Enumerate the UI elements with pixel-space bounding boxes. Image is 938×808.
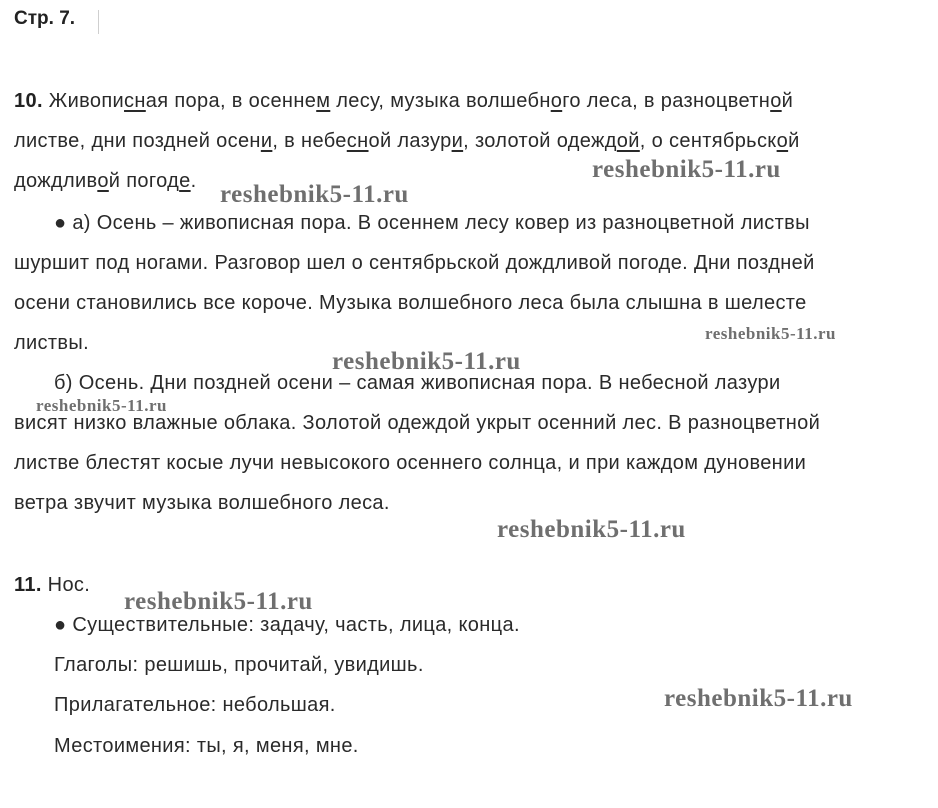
task11-number: 11. [14, 574, 42, 596]
task11-line: ● Существительные: задачу, часть, лица, конца. [54, 614, 520, 636]
underlined-orthogram: сн [346, 130, 369, 152]
text-fragment: листве, дни поз [14, 130, 164, 152]
variant-a-line: листвы. [14, 332, 90, 354]
variant-b-line: листве блестят косые лучи невысокого осеннего солнца, и при каждом дуновении [14, 452, 807, 474]
text-fragment: ой лазур [368, 130, 452, 152]
text-fragment: й [788, 130, 800, 152]
task10-number: 10. [14, 90, 43, 112]
task10-line1 [14, 88, 793, 114]
page-ref-divider [98, 10, 99, 34]
text-fragment: лесу, музыка волшебн [330, 90, 551, 112]
text-fragment: , в небе [272, 130, 347, 152]
underlined-orthogram: о [776, 130, 789, 152]
text-fragment: дождлив [14, 170, 98, 192]
underlined-orthogram: и [260, 130, 273, 152]
variant-a-line: осени становились все короче. Музыка волшебного леса была слышна в шелесте [14, 292, 807, 314]
task11-header [14, 572, 90, 598]
underlined-orthogram: м [316, 90, 331, 112]
watermark: reshebnik5-11.ru [332, 348, 521, 375]
variant-b-line: б) Осень. Дни поздней осени – самая живописная пора. В небесной лазури [54, 372, 781, 394]
text-fragment: Живопи [42, 90, 125, 112]
task11-line: Местоимения: ты, я, меня, мне. [54, 735, 359, 757]
underlined-orthogram: о [770, 90, 782, 112]
text-fragment: . [190, 170, 197, 192]
text-fragment: го леса, в разноцветн [562, 90, 771, 112]
watermark: reshebnik5-11.ru [497, 516, 686, 543]
text-fragment: ая пора, в осенне [145, 90, 317, 112]
watermark: reshebnik5-11.ru [664, 685, 853, 712]
task11-line: Глаголы: решишь, прочитай, увидишь. [54, 654, 424, 676]
watermark: reshebnik5-11.ru [36, 396, 167, 415]
watermark: reshebnik5-11.ru [124, 588, 313, 615]
variant-b-line: ветра звучит музыка волшебного леса. [14, 492, 390, 514]
task11-line: Прилагательное: небольшая. [54, 694, 336, 716]
watermark: reshebnik5-11.ru [592, 156, 781, 183]
text-fragment: ней осен [175, 130, 261, 152]
task11-word: Нос. [41, 574, 91, 596]
text-fragment: й погод [108, 170, 180, 192]
underlined-orthogram: и [451, 130, 464, 152]
underlined-orthogram: ой [616, 130, 640, 152]
underlined-orthogram: сн [124, 90, 146, 112]
underlined-orthogram: е [179, 170, 191, 192]
task10-line2 [14, 128, 800, 154]
watermark: reshebnik5-11.ru [220, 181, 409, 208]
text-fragment: й [781, 90, 794, 112]
task10-line3 [14, 168, 197, 194]
variant-b-line: висят низко влажные облака. Золотой одеждой укрыт осенний лес. В разноцветной [14, 412, 821, 434]
variant-a-line: шуршит под ногами. Разговор шел о сентябрьской дождливой погоде. Дни поздней [14, 252, 815, 274]
underlined-orthogram: д [163, 130, 176, 152]
text-fragment: , о сентябрьск [639, 130, 777, 152]
page-reference: Стр. 7. [14, 8, 76, 29]
underlined-orthogram: о [550, 90, 563, 112]
underlined-orthogram: о [97, 170, 109, 192]
text-fragment: , золотой одежд [463, 130, 617, 152]
watermark: reshebnik5-11.ru [705, 324, 836, 343]
variant-a-line: ● а) Осень – живописная пора. В осеннем лесу ковер из разноцветной листвы [54, 212, 810, 234]
